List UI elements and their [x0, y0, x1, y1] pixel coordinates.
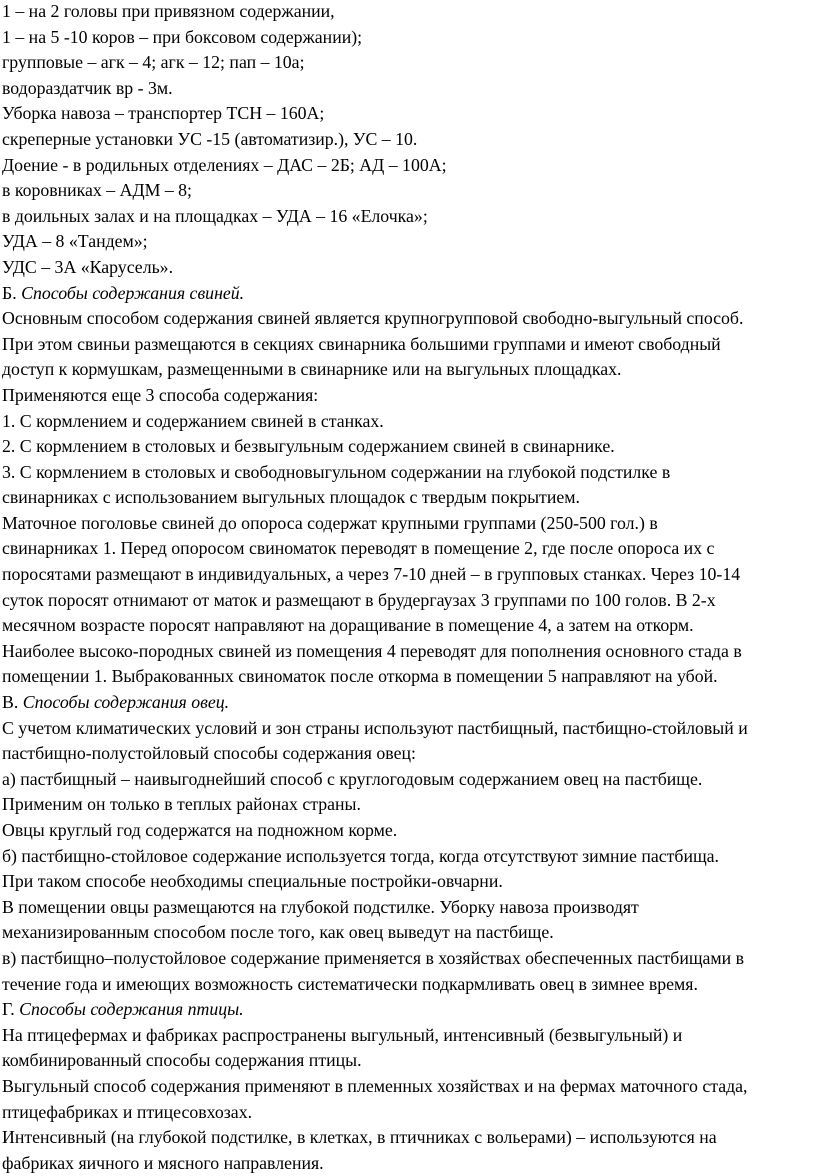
text-line: УДА – 8 «Тандем»; [2, 231, 148, 252]
text-line: свинарниках с использованием выгульных площадок с твердым покрытием. [2, 487, 580, 508]
section-heading-pigs [2, 281, 814, 307]
text-line: 1 – на 5 -10 коров – при боксовом содержании); [2, 26, 363, 47]
text-line: При этом свиньи размещаются в секциях свинарника большими группами и имеют свободный [2, 333, 721, 354]
text-line: Наиболее высоко-породных свиней из помещения 4 переводят для пополнения основного стада в [2, 640, 742, 661]
section-heading-sheep [2, 690, 814, 716]
text-line: в) пастбищно–полустойловое содержание применяется в хозяйствах обеспеченных пастбищами в [2, 947, 745, 968]
text-line: суток поросят отнимают от маток и размещают в брудергаузах 3 группами по 100 голов. В 2-х [2, 589, 716, 610]
text-line: доступ к кормушкам, размещенными в свинарнике или на выгульных площадках. [2, 359, 622, 380]
text-line: помещении 1. Выбракованных свиноматок после откорма в помещении 5 направляют на убой. [2, 666, 718, 687]
text-line: поросятами размещают в индивидуальных, а через 7-10 дней – в групповых станках. Через 10-14 [2, 564, 741, 585]
text-line: В помещении овцы размещаются на глубокой подстилке. Уборку навоза производят [2, 896, 639, 917]
text-line: в доильных залах и на площадках – УДА – 16 «Елочка»; [2, 205, 428, 226]
text-line: механизированным способом после того, как овец выведут на пастбище. [2, 922, 554, 943]
list-item: 2. С кормлением в столовых и безвыгульным содержанием свиней в свинарнике. [2, 436, 615, 457]
text-line: При таком способе необходимы специальные постройки-овчарни. [2, 871, 503, 892]
section-title: Способы содержания птицы. [19, 999, 244, 1020]
section-heading-poultry [2, 997, 814, 1023]
text-line: Применяются еще 3 способа содержания: [2, 384, 319, 405]
text-line: Интенсивный (на глубокой подстилке, в клетках, в птичниках с вольерами) – используются на [2, 1127, 717, 1148]
text-line: УДС – 3А «Карусель». [2, 256, 174, 277]
text-line: Уборка навоза – транспортер ТСН – 160А; [2, 103, 325, 124]
text-line: С учетом климатических условий и зон страны используют пастбищный, пастбищно-стойловый и [2, 717, 748, 738]
text-line: водораздатчик вр - 3м. [2, 77, 173, 98]
section-letter: Г. [2, 999, 20, 1020]
text-line: скреперные установки УС -15 (автоматизир.), УС – 10. [2, 128, 418, 149]
text-line: 1 – на 2 головы при привязном содержании, [2, 1, 335, 21]
text-line: пастбищно-полустойловый способы содержания овец: [2, 743, 416, 764]
text-line: в коровниках – АДМ – 8; [2, 180, 193, 201]
section-letter: В. [2, 692, 23, 713]
text-line: Овцы круглый год содержатся на подножном корме. [2, 820, 398, 840]
text-line: птицефабриках и птицесовхозах. [2, 1101, 253, 1122]
text-line: комбинированный способы содержания птицы. [2, 1050, 362, 1071]
text-line: Доение - в родильных отделениях – ДАС – 2Б; АД – 100А; [2, 154, 447, 175]
list-item: 1. С кормлением и содержанием свиней в станках. [2, 410, 384, 431]
document-page [2, 0, 814, 1176]
text-line: групповые – агк – 4; агк – 12; пап – 10а; [2, 52, 305, 73]
text-line: Маточное поголовье свиней до опороса содержат крупными группами (250-500 гол.) в [2, 512, 658, 533]
text-line: На птицефермах и фабриках распространены выгульный, интенсивный (безвыгульный) и [2, 1024, 683, 1045]
list-item: 3. С кормлением в столовых и свободновыгульном содержании на глубокой подстилке в [2, 461, 671, 482]
text-line: Применим он только в теплых районах страны. [2, 794, 361, 815]
section-title: Способы содержания овец. [22, 692, 230, 713]
text-line: течение года и имеющих возможность систематически подкармливать овец в зимнее время. [2, 973, 698, 994]
text-line: Основным способом содержания свиней является крупногрупповой свободно-выгульный способ. [2, 308, 744, 329]
text-line: фабриках яичного и мясного направления. [2, 1152, 324, 1173]
text-line: Выгульный способ содержания применяют в племенных хозяйствах и на фермах маточного стада, [2, 1075, 748, 1096]
section-letter: Б. [2, 282, 22, 303]
text-line: свинарниках 1. Перед опоросом свиноматок переводят в помещение 2, где после опороса их с [2, 538, 715, 559]
text-line: месячном возрасте поросят направляют на доращивание в помещение 4, а затем на откорм. [2, 615, 694, 636]
section-title: Способы содержания свиней. [21, 282, 245, 303]
text-line: а) пастбищный – наивыгоднейший способ с круглогодовым содержанием овец на пастбище. [2, 768, 703, 789]
text-line: б) пастбищно-стойловое содержание используется тогда, когда отсутствуют зимние пастбища. [2, 845, 719, 866]
